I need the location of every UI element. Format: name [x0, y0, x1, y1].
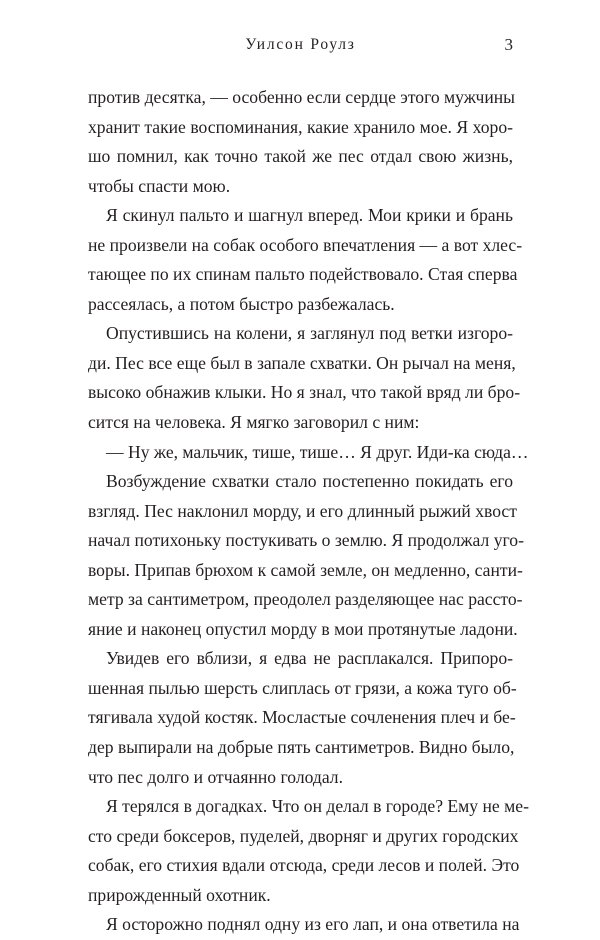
text-line: Возбуждение схватки стало постепенно покидать его: [106, 471, 513, 492]
author-name: Уилсон Роулз: [245, 36, 356, 53]
text-line: метр за сантиметром, преодолел разделяющее нас рассто-: [88, 589, 523, 610]
text-line: тающее по их спинам пальто подействовало. Стая сперва: [88, 264, 518, 285]
text-line: собак, его стихия вдали отсюда, среди лесов и полей. Это: [88, 855, 520, 876]
text-line: чтобы спасти мою.: [88, 175, 231, 196]
text-line: против десятка, — особенно если сердце этого мужчины: [88, 87, 515, 107]
text-line: сится на человека. Я мягко заговорил с ним:: [88, 412, 420, 433]
text-line: начал потихоньку постукивать о землю. Я продолжал уго-: [88, 530, 524, 551]
text-line: взгляд. Пес наклонил морду, и его длинный рыжий хвост: [88, 500, 517, 521]
text-line: дер выпирали на добрые пять сантиметров. Видно было,: [88, 737, 515, 758]
text-line: воры. Припав брюхом к самой земле, он медленно, санти-: [88, 559, 523, 580]
text-line: высоко обнажив клыки. Но я знал, что такой вряд ли бро-: [88, 382, 521, 403]
text-line: Увидев его вблизи, я едва не расплакался. Припоро-: [106, 648, 513, 669]
text-line: шо помнил, как точно такой же пес отдал свою жизнь,: [88, 146, 513, 167]
text-line: рассеялась, а потом быстро разбежалась.: [88, 293, 395, 314]
running-head: [88, 33, 513, 57]
text-line: хранит такие воспоминания, какие хранило мое. Я хоро-: [88, 116, 513, 137]
text-line: Опустившись на колени, я заглянул под ветки изгоро-: [106, 323, 513, 344]
text-line: яние и наконец опустил морду в мои протянутые ладони.: [88, 618, 518, 639]
text-line: Я осторожно поднял одну из его лап, и она ответила на: [106, 914, 520, 935]
text-line: тягивала худой костяк. Мосластые сочленения плеч и бе-: [88, 707, 516, 728]
text-line: Я терялся в догадках. Что он делал в городе? Ему не ме-: [106, 796, 529, 817]
text-line: — Ну же, мальчик, тише, тише… Я друг. Иди-ка сюда…: [106, 441, 529, 462]
text-line: прирожденный охотник.: [88, 884, 271, 905]
text-line: Я скинул пальто и шагнул вперед. Мои крики и брань: [106, 205, 513, 226]
text-line: не произвели на собак особого впечатления — а вот хлес-: [88, 234, 523, 255]
text-line: что пес долго и отчаянно голодал.: [88, 766, 343, 787]
page-number: 3: [504, 35, 513, 54]
body-text: [88, 83, 529, 940]
text-line: шенная пылью шерсть слиплась от грязи, а кожа туго об-: [88, 677, 517, 698]
text-line: ди. Пес все еще был в запале схватки. Он рычал на меня,: [88, 352, 516, 373]
text-line: сто среди боксеров, пуделей, дворняг и других городских: [88, 825, 519, 846]
